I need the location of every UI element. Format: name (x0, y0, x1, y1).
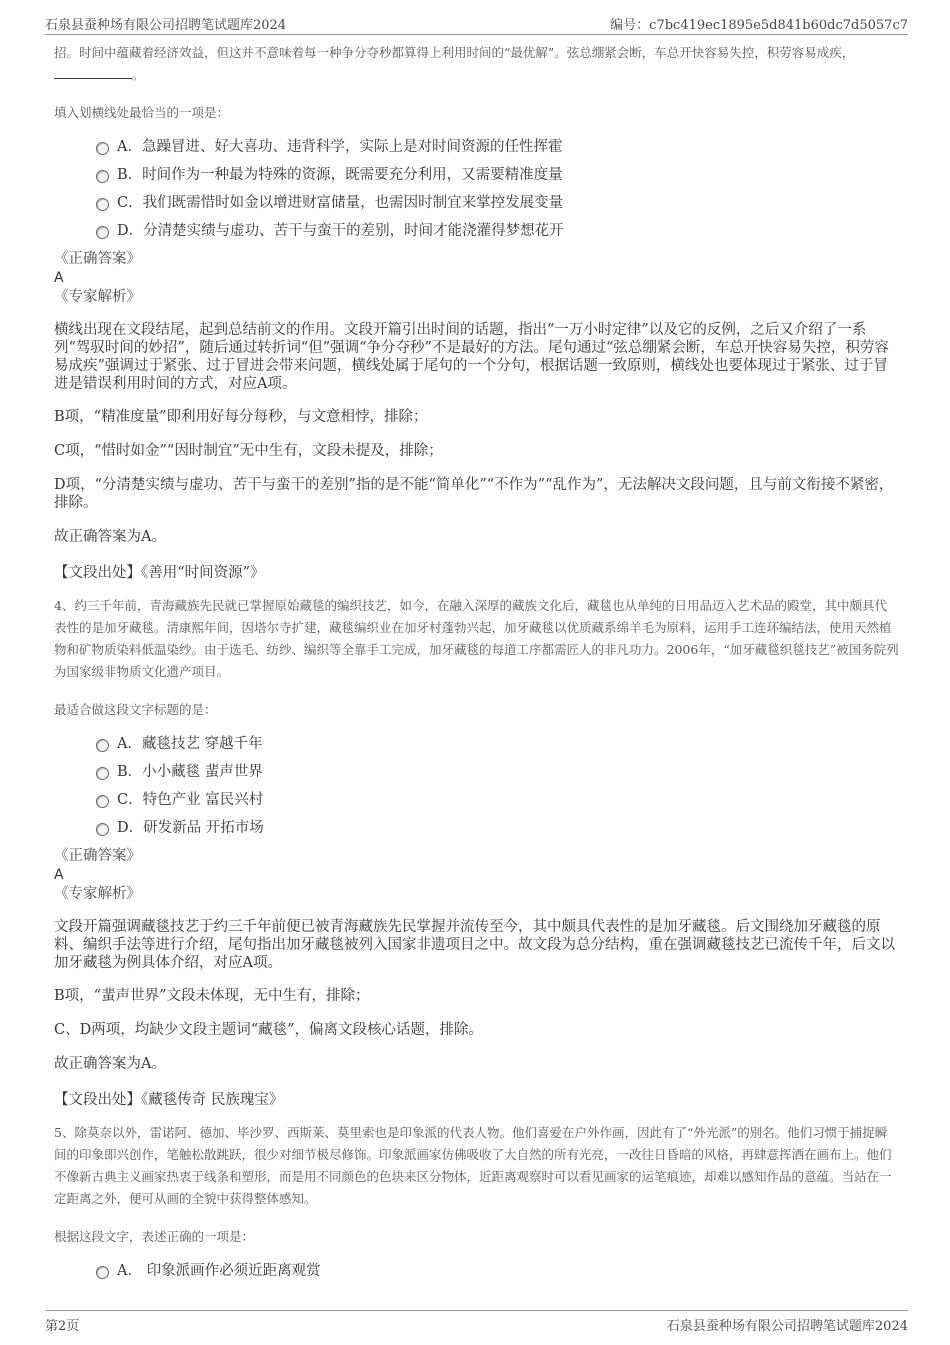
q3-answer-label: 《正确答案》 (54, 251, 141, 267)
q3-answer: A (54, 270, 64, 286)
page-footer (45, 1310, 908, 1336)
q4-analysis-p1: 文段开篇强调藏毯技艺于约三千年前便已被青海藏族先民掌握并流传至今，其中颇具代表性的是加牙藏毯。后文围绕加牙藏毯的原料、编织手法等进行介绍，尾句指出加牙藏毯被列入国家非遗项目之中。故文段为总分结构，重在强调藏毯技艺已流传千年，后文以加牙藏毯为例具体介绍，对应A项。 (54, 919, 895, 971)
q3-option-a[interactable]: A．急躁冒进、好大喜功、违背科学，实际上是对时间资源的任性挥霍 (96, 133, 899, 161)
radio-icon[interactable] (96, 739, 109, 752)
q4-analysis-p3: C、D两项，均缺少文段主题词“藏毯”，偏离文段核心话题，排除。 (54, 1022, 484, 1038)
q3-option-b[interactable]: B．时间作为一种最为特殊的资源，既需要充分利用，又需要精准度量 (96, 161, 899, 189)
q4-source: 【文段出处】《藏毯传奇 民族瑰宝》 (54, 1092, 284, 1108)
q4-option-d[interactable]: D．研发新品 开拓市场 (96, 814, 899, 842)
q5-option-a[interactable]: A． 印象派画作必须近距离观赏 (96, 1257, 899, 1285)
q3-options (96, 133, 899, 245)
q3-analysis-label: 《专家解析》 (54, 289, 141, 305)
header-doc-title: 石泉县蚕种场有限公司招聘笔试题库2024 (45, 18, 287, 33)
q4-option-b[interactable]: B．小小藏毯 蜚声世界 (96, 758, 899, 786)
q5-passage: 5、除莫奈以外，雷诺阿、德加、毕沙罗、西斯莱、莫里索也是印象派的代表人物。他们喜爱在户外作画，因此有了“外光派”的别名。他们习惯于捕捉瞬间的印象即兴创作，笔触松散跳跃，很少对细节极尽修饰。印象派画家仿佛吸收了大自然的所有光亮，一改往日昏暗的风格，再肆意挥洒在画布上。他们不像新古典主义画家热衷于线条和塑形，而是用不同颜色的色块来区分物体，近距离观察时可以看见画家的运笔痕迹，却难以感知作品的意蕴。当站在一定距离之外，便可从画的全貌中获得整体感知。 (54, 1125, 892, 1206)
q5-options (96, 1257, 899, 1285)
q4-answer: A (54, 867, 64, 883)
q4-option-c[interactable]: C．特色产业 富民兴村 (96, 786, 899, 814)
radio-icon[interactable] (96, 198, 109, 211)
q4-option-a[interactable]: A．藏毯技艺 穿越千年 (96, 730, 899, 758)
q3-source: 【文段出处】《善用“时间资源”》 (54, 565, 265, 581)
radio-icon[interactable] (96, 170, 109, 183)
q4-prompt: 最适合做这段文字标题的是： (54, 702, 217, 717)
page-content (54, 40, 899, 1285)
q4-analysis-label: 《专家解析》 (54, 886, 141, 902)
q4-options (96, 730, 899, 842)
q4-passage: 4、约三千年前，青海藏族先民就已掌握原始藏毯的编织技艺，如今，在融入深厚的藏族文化后，藏毯也从单纯的日用品迈入艺术品的殿堂，其中颇具代表性的是加牙藏毯。清康熙年间，因塔尔寺扩建，藏毯编织业在加牙村蓬勃兴起，加牙藏毯以优质藏系绵羊毛为原料，运用手工连环编结法，使用天然植物和矿物质染料低温染纱。由于选毛、纺纱、编织等全靠手工完成，加牙藏毯的每道工序都需匠人的非凡功力。2006年，“加牙藏毯织毯技艺”被国务院列为国家级非物质文化遗产项目。 (54, 598, 899, 679)
radio-icon[interactable] (96, 795, 109, 808)
q4-analysis-p2: B项，“蜚声世界”文段未体现，无中生有，排除； (54, 988, 370, 1004)
q3-prompt: 填入划横线处最恰当的一项是： (54, 105, 230, 120)
radio-icon[interactable] (96, 142, 109, 155)
q3-analysis-p1: 横线出现在文段结尾，起到总结前文的作用。文段开篇引出时间的话题，指出“一万小时定律”以及它的反例，之后又介绍了一系列“驾驭时间的妙招”，随后通过转折词“但”强调“争分夺秒”不是最好的方法。尾句通过“弦总绷紧会断，车总开快容易失控，积劳容易成疾”强调过于紧张、过于冒进会带来问题，横线处属于尾句的一个分句，根据话题一致原则，横线处也要体现过于紧张、过于冒进是错误利用时间的方式，对应A项。 (54, 322, 889, 392)
page-header (45, 14, 908, 35)
q3-analysis-p3: C项，“惜时如金”“因时制宜”无中生有，文段未提及，排除； (54, 443, 443, 459)
radio-icon[interactable] (96, 226, 109, 239)
q3-option-d[interactable]: D．分清楚实绩与虚功、苦干与蛮干的差别，时间才能浇灌得梦想花开 (96, 217, 899, 245)
q3-passage-tail: 招。时间中蕴藏着经济效益，但这并不意味着每一种争分夺秒都算得上利用时间的“最优解”。弦总绷紧会断，车总开快容易失控，积劳容易成疾，。 (54, 45, 855, 82)
radio-icon[interactable] (96, 823, 109, 836)
q5-prompt: 根据这段文字，表述正确的一项是： (54, 1229, 255, 1244)
radio-icon[interactable] (96, 767, 109, 780)
q4-analysis-p4: 故正确答案为A。 (54, 1056, 166, 1072)
header-doc-id: 编号：c7bc419ec1895e5d841b60dc7d5057c7 (610, 18, 908, 33)
page-number: 第2页 (45, 1319, 80, 1334)
q3-option-c[interactable]: C．我们既需惜时如金以增进财富储量，也需因时制宜来掌控发展变量 (96, 189, 899, 217)
q3-analysis-p2: B项，“精准度量”即利用好每分每秒，与文意相悖，排除； (54, 409, 428, 425)
q3-analysis-p5: 故正确答案为A。 (54, 529, 166, 545)
radio-icon[interactable] (96, 1266, 109, 1279)
q4-answer-label: 《正确答案》 (54, 848, 141, 864)
q3-analysis-p4: D项，“分清楚实绩与虚功、苦干与蛮干的差别”指的是不能“简单化”“不作为”“乱作为”，无法解决文段问题，且与前文衔接不紧密，排除。 (54, 477, 894, 511)
footer-doc-title: 石泉县蚕种场有限公司招聘笔试题库2024 (666, 1319, 908, 1334)
fill-blank (54, 66, 132, 79)
